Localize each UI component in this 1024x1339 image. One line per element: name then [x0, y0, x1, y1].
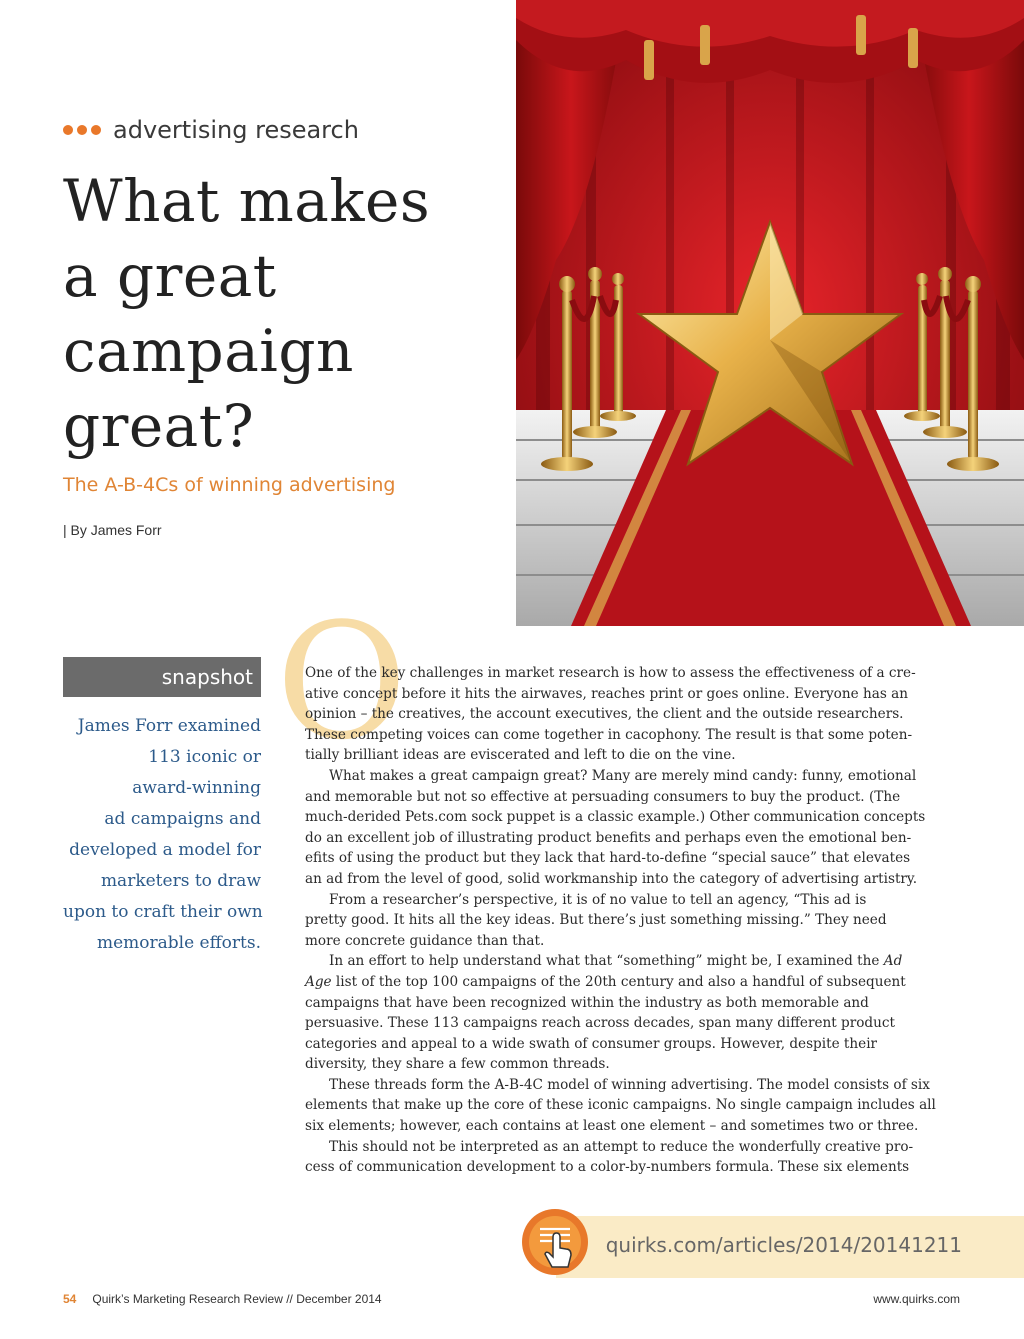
article-line-text: efits of using the product but they lack that hard-to-define “special sauce” that elevates [305, 850, 911, 867]
title-line: What makes [63, 167, 431, 235]
snapshot-line: James Forr examined [77, 716, 261, 736]
snapshot-line: memorable efforts. [96, 933, 261, 953]
title-line: a great [63, 242, 277, 310]
article-url-link[interactable]: quirks.com/articles/2014/20141211 [605, 1233, 962, 1257]
article-line-text: One of the key challenges in market research is how to assess the effectiveness of a cre- [305, 665, 916, 681]
article-line-text: ative concept before it hits the airwaves, reaches print or goes online. Everyone has an [305, 685, 908, 702]
article-line [305, 663, 960, 684]
article-line [305, 807, 960, 828]
article-line-text: do an excellent job of illustrating product benefits and perhaps even the emotional ben- [305, 829, 912, 846]
hero-image [516, 0, 1024, 626]
article-line-text: diversity, they share a few common threads. [305, 1056, 610, 1073]
article-line [305, 1157, 960, 1178]
article-line-text: pretty good. It hits all the key ideas. But there’s just something missing.” They need [305, 912, 887, 929]
section-label [63, 116, 359, 144]
byline: | By James Forr [63, 522, 162, 538]
article-line [305, 951, 960, 972]
article-line-text: campaigns that have been recognized within the industry as both memorable and [305, 994, 869, 1011]
article-line [305, 1116, 960, 1137]
article-line [305, 1013, 960, 1034]
article-line-text: tially brilliant ideas are eviscerated and left to die on the vine. [305, 747, 736, 764]
article-title [63, 164, 483, 464]
article-line-text: What makes a great campaign great? Many are merely mind candy: funny, emotional [329, 767, 917, 784]
article-line-text: more concrete guidance than that. [305, 932, 545, 949]
snapshot-line: developed a model for [69, 840, 261, 860]
article-line-text: This should not be interpreted as an attempt to reduce the wonderfully creative pro- [329, 1138, 914, 1155]
publication-name: Quirk’s Marketing Research Review // December 2014 [92, 1292, 382, 1306]
article-line [305, 972, 960, 993]
article-line-text: opinion – the creatives, the account executives, the client and the outside researchers. [305, 706, 904, 723]
drop-cap: O [276, 588, 408, 775]
snapshot-line: 113 iconic or [148, 747, 261, 767]
title-line: great? [63, 392, 255, 460]
snapshot-line: marketers to draw [100, 871, 261, 891]
article-subtitle: The A-B-4Cs of winning advertising [63, 474, 396, 496]
article-line-text: six elements; however, each contains at least one element – and sometimes two or three. [305, 1118, 919, 1135]
article-line-text: These competing voices can come together in cacophony. The result is that some poten- [305, 726, 913, 743]
article-line [305, 1137, 960, 1158]
article-line [305, 869, 960, 890]
article-line [305, 910, 960, 931]
article-line-text: cess of communication development to a color-by-numbers formula. These six elements [305, 1159, 910, 1176]
article-line-text: These threads form the A-B-4C model of winning advertising. The model consists of six [329, 1076, 930, 1093]
bullet-dots-icon [63, 125, 101, 135]
article-line-text: In an effort to help understand what that “something” might be, I examined the [329, 953, 884, 970]
snapshot-summary [63, 711, 261, 959]
article-line [305, 828, 960, 849]
snapshot-line: award-winning [132, 778, 261, 798]
article-line-text: list of the top 100 campaigns of the 20th century and also a handful of subsequent [331, 973, 906, 990]
article-line-text: an ad from the level of good, solid workmanship into the category of advertising artistry. [305, 870, 918, 887]
article-line-text: From a researcher’s perspective, it is of no value to tell an agency, “This ad is [329, 891, 867, 908]
article-line [305, 704, 960, 725]
section-label-text: advertising research [113, 116, 359, 144]
article-line [305, 766, 960, 787]
snapshot-heading: snapshot [63, 657, 261, 697]
article-line [305, 787, 960, 808]
red-carpet-star-illustration [516, 0, 1024, 626]
article-line-text: categories and appeal to a wide swath of consumer groups. However, despite their [305, 1035, 878, 1052]
article-line [305, 1095, 960, 1116]
article-line [305, 1075, 960, 1096]
snapshot-line: ad campaigns and [104, 809, 261, 829]
footer-folio [63, 1292, 382, 1306]
article-line [305, 725, 960, 746]
article-line [305, 848, 960, 869]
article-line-text: persuasive. These 113 campaigns reach across decades, span many different product [305, 1015, 895, 1032]
article-line [305, 993, 960, 1014]
italic-title: Age [305, 973, 332, 990]
article-line [305, 890, 960, 911]
article-line-text: much-derided Pets.com sock puppet is a classic example.) Other communication concepts [305, 809, 926, 826]
page-number: 54 [63, 1292, 77, 1306]
article-line-text: and memorable but not so effective at persuading consumers to buy the product. (The [305, 788, 901, 805]
article-line-text: elements that make up the core of these iconic campaigns. No single campaign includes all [305, 1097, 936, 1114]
title-line: campaign [63, 317, 354, 385]
footer-website: www.quirks.com [873, 1292, 960, 1306]
hand-pointer-click-icon[interactable] [520, 1207, 590, 1277]
article-line [305, 931, 960, 952]
article-line [305, 1034, 960, 1055]
snapshot-line: upon to craft their own [63, 902, 263, 922]
article-line [305, 684, 960, 705]
article-line [305, 745, 960, 766]
article-body [305, 663, 960, 1178]
article-line [305, 1054, 960, 1075]
italic-title: Ad [883, 953, 903, 970]
